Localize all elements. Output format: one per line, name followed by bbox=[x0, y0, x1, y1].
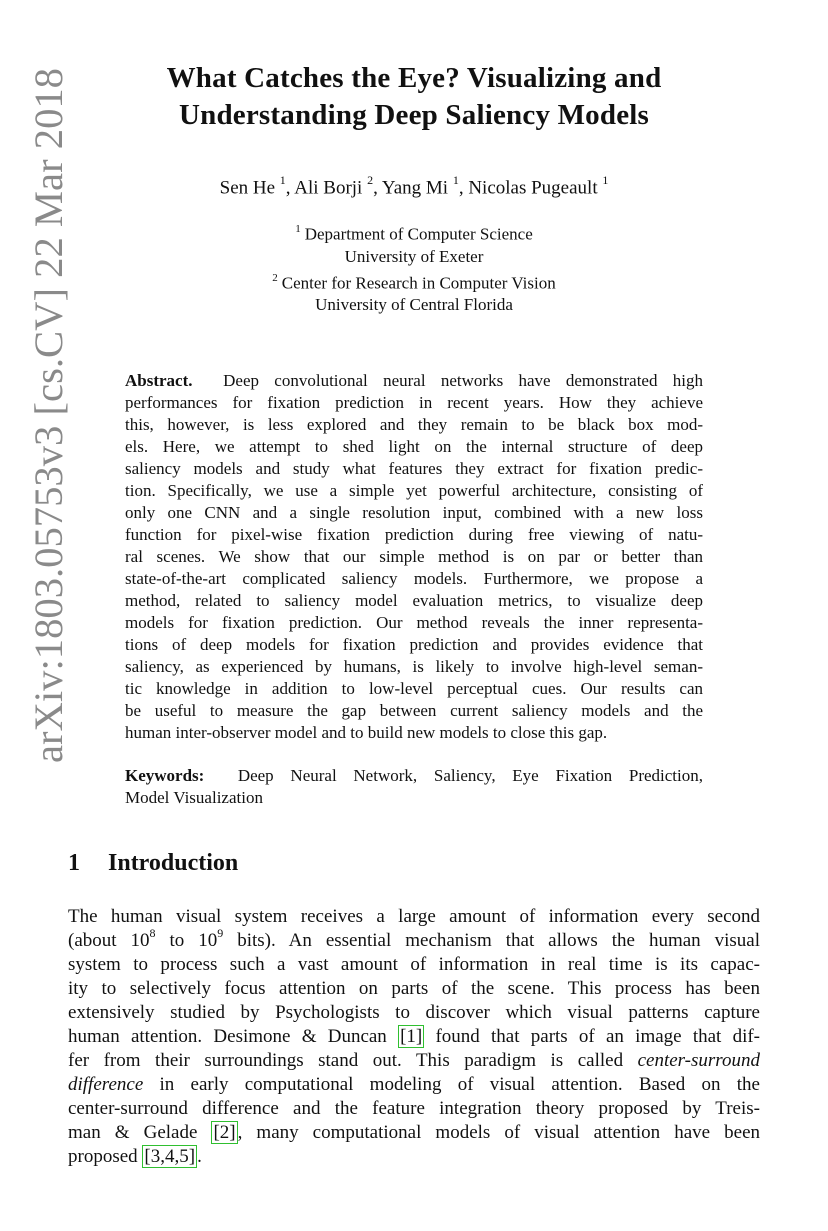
intro-text: human attention. Desimone & Duncan bbox=[68, 1026, 399, 1047]
author-name: Sen He bbox=[219, 177, 276, 199]
abstract-line: function for pixel-wise fixation prediction during free viewing of natu- bbox=[125, 525, 703, 544]
introduction-body bbox=[68, 905, 760, 1169]
intro-text: to 10 bbox=[155, 930, 218, 951]
author-affiliation-mark: 1 bbox=[279, 173, 286, 187]
abstract-line: tions of deep models for fixation prediction and provides evidence that bbox=[125, 635, 703, 654]
intro-line bbox=[68, 1049, 760, 1073]
intro-line bbox=[68, 1145, 760, 1169]
keywords-label: Keywords: bbox=[125, 766, 205, 785]
intro-text: fer from their surroundings stand out. This paradigm is called bbox=[68, 1050, 638, 1071]
affiliation-department: Center for Research in Computer Vision bbox=[281, 273, 556, 293]
abstract-line: ral scenes. We show that our simple method is on par or better than bbox=[125, 547, 703, 566]
paper-title bbox=[100, 60, 728, 134]
abstract-line: models for fixation prediction. Our method reveals the inner representa- bbox=[125, 613, 703, 632]
citation-link[interactable]: [3,4,5] bbox=[144, 1146, 196, 1167]
author-name: Nicolas Pugeault bbox=[468, 177, 598, 199]
abstract-line: tion. Specifically, we use a simple yet powerful architecture, consisting of bbox=[125, 481, 703, 500]
abstract-line: this, however, is less explored and they remain to be black box mod- bbox=[125, 415, 703, 434]
author-name: Yang Mi bbox=[381, 177, 449, 199]
emphasis-text: center-surround bbox=[637, 1050, 760, 1071]
keywords-text: Deep Neural Network, Saliency, Eye Fixation Prediction, bbox=[237, 766, 704, 785]
intro-line: system to process such a vast amount of information in real time is its capac- bbox=[68, 954, 760, 975]
keywords bbox=[125, 765, 703, 809]
exponent: 8 bbox=[149, 929, 156, 940]
citation-link[interactable]: [2] bbox=[213, 1122, 236, 1143]
intro-line: extensively studied by Psychologists to discover which visual patterns capture bbox=[68, 1002, 760, 1023]
affiliation-university: University of Exeter bbox=[344, 246, 484, 266]
intro-text: bits). An essential mechanism that allows the human visual bbox=[223, 930, 760, 951]
section-heading bbox=[68, 850, 238, 877]
abstract-line: human inter-observer model and to build new models to close this gap. bbox=[125, 723, 608, 742]
intro-line bbox=[68, 1025, 760, 1049]
exponent: 9 bbox=[217, 929, 224, 940]
abstract-line: els. Here, we attempt to shed light on the internal structure of deep bbox=[125, 437, 703, 456]
intro-text: in early computational modeling of visual attention. Based on the bbox=[143, 1074, 760, 1095]
affiliation-mark: 1 bbox=[295, 223, 301, 235]
section-number: 1 bbox=[68, 850, 80, 876]
intro-line: ity to selectively focus attention on parts of the scene. This process has been bbox=[68, 978, 760, 999]
abstract-line: tic knowledge in addition to low-level perceptual cues. Our results can bbox=[125, 679, 703, 698]
intro-line bbox=[68, 929, 760, 953]
arxiv-identifier-text: arXiv:1803.05753v3 [cs.CV] 22 Mar 2018 bbox=[26, 78, 71, 763]
abstract-line: Deep convolutional neural networks have demonstrated high bbox=[223, 371, 703, 390]
intro-text: proposed bbox=[68, 1146, 143, 1167]
abstract-label: Abstract. bbox=[125, 371, 193, 390]
emphasis-text: difference bbox=[68, 1074, 144, 1095]
intro-text: man & Gelade bbox=[68, 1122, 212, 1143]
keywords-text: Model Visualization bbox=[125, 788, 263, 807]
intro-line: The human visual system receives a large amount of information every second bbox=[68, 906, 760, 927]
section-title: Introduction bbox=[108, 850, 239, 876]
abstract bbox=[125, 370, 703, 744]
intro-line bbox=[68, 1073, 760, 1097]
intro-line bbox=[68, 1121, 760, 1145]
abstract-line: method, related to saliency model evaluation metrics, to visualize deep bbox=[125, 591, 703, 610]
author-name: Ali Borji bbox=[294, 177, 363, 199]
author-list: Sen He $^1$, Ali Borji $^2$, Yang Mi $^1$, Nicolas Pugeault $^1$ bbox=[219, 173, 609, 199]
intro-line: center-surround difference and the feature integration theory proposed by Treis- bbox=[68, 1098, 760, 1119]
author-affiliation-mark: 1 bbox=[452, 173, 459, 187]
abstract-line: saliency, as experienced by humans, is likely to involve high-level seman- bbox=[125, 657, 703, 676]
author-affiliation-mark: 2 bbox=[367, 173, 374, 187]
affiliation-university: University of Central Florida bbox=[315, 295, 513, 315]
abstract-line: performances for fixation prediction in recent years. How they achieve bbox=[125, 393, 703, 412]
abstract-line: be useful to measure the gap between current saliency models and the bbox=[125, 701, 703, 720]
abstract-line: saliency models and study what features they extract for fixation predic- bbox=[125, 459, 703, 478]
citation-link[interactable]: [1] bbox=[400, 1026, 423, 1047]
author-affiliation-mark: 1 bbox=[602, 173, 609, 187]
intro-text: . bbox=[197, 1146, 202, 1167]
arxiv-identifier-stamp bbox=[22, 68, 72, 768]
affiliations bbox=[100, 219, 728, 316]
intro-text: (about 10 bbox=[68, 930, 150, 951]
affiliation-mark: 2 bbox=[272, 271, 278, 284]
intro-text: , many computational models of visual attention have been bbox=[237, 1122, 760, 1143]
title-line-2: Understanding Deep Saliency Models bbox=[178, 99, 650, 131]
abstract-line: only one CNN and a single resolution input, combined with a new loss bbox=[125, 503, 703, 522]
abstract-line: state-of-the-art complicated saliency models. Furthermore, we propose a bbox=[125, 569, 703, 588]
intro-text: found that parts of an image that dif- bbox=[424, 1026, 760, 1047]
affiliation-department: Department of Computer Science bbox=[304, 224, 533, 244]
title-line-1: What Catches the Eye? Visualizing and bbox=[166, 62, 662, 94]
